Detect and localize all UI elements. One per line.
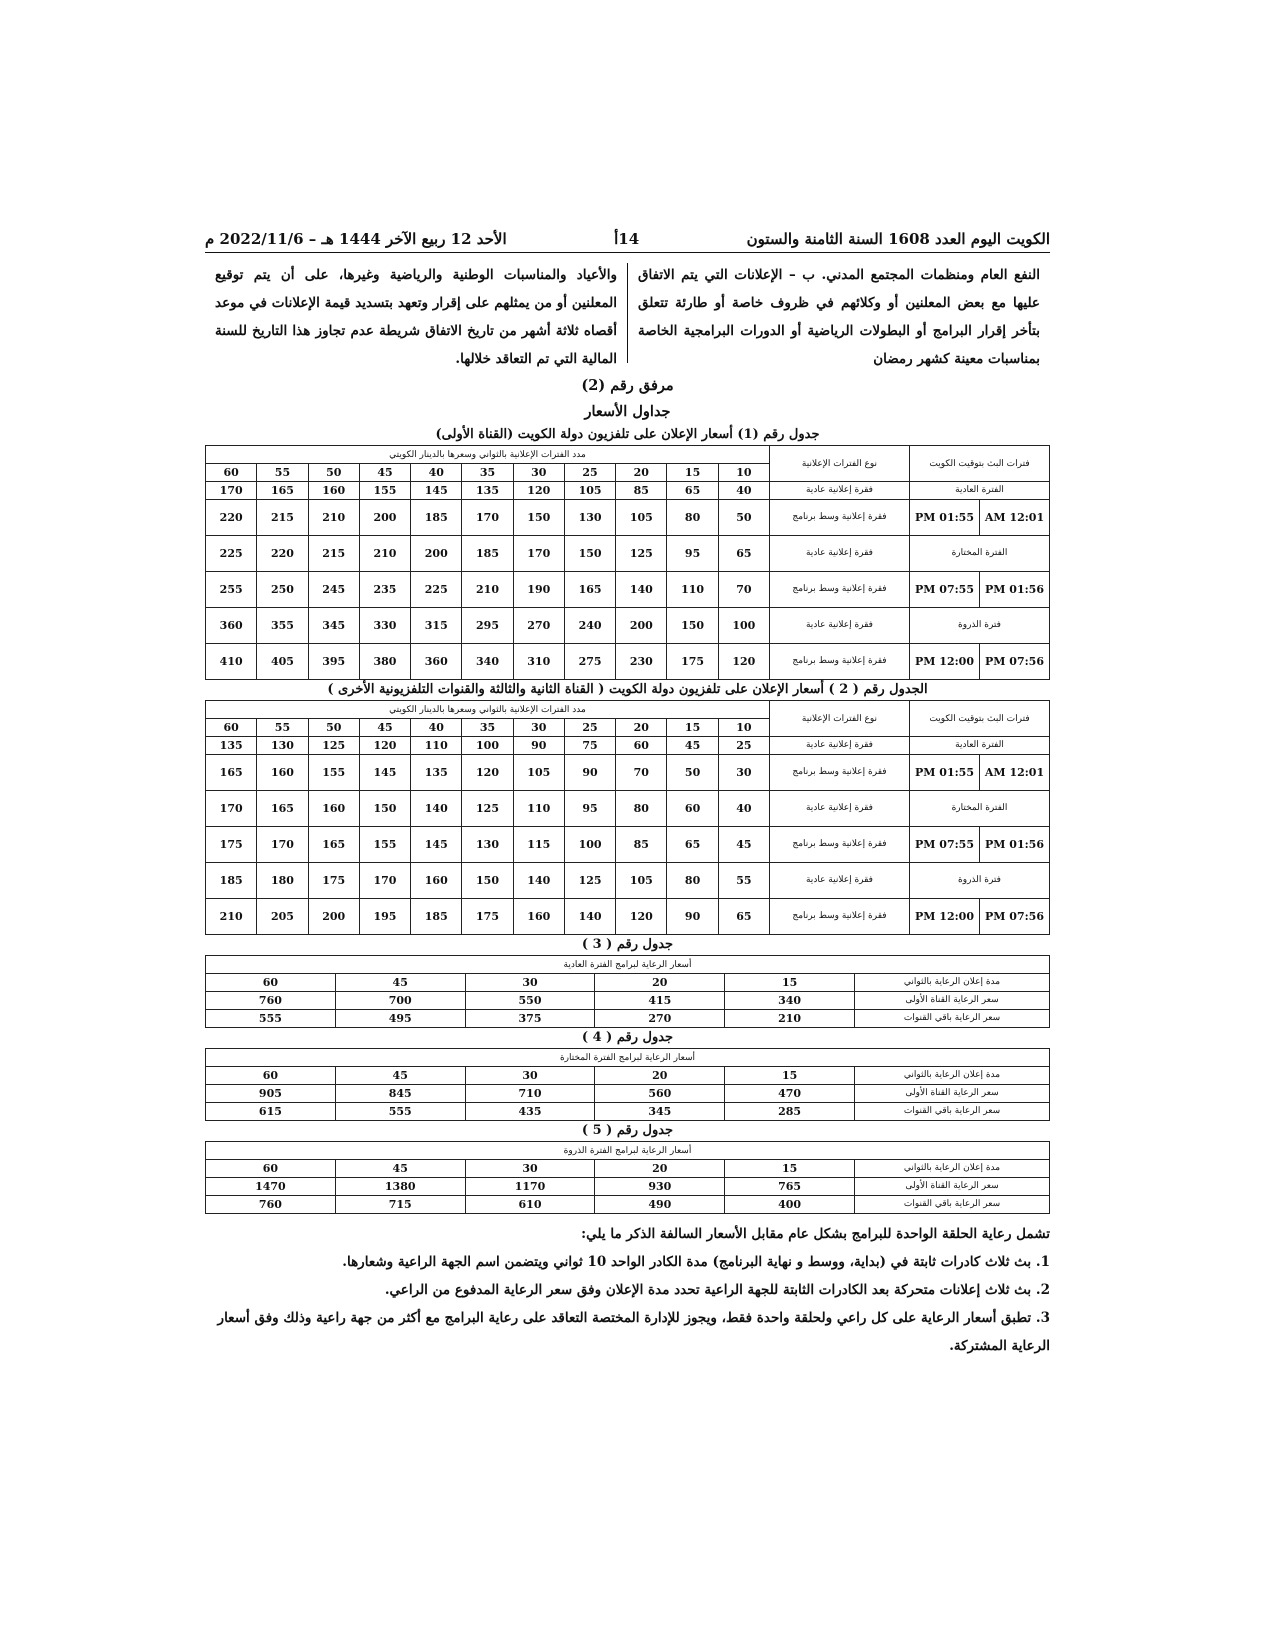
table-header-row	[206, 446, 1050, 464]
ad-type: فقرة إعلانية عادية	[769, 608, 909, 644]
price-cell: 120	[359, 737, 410, 755]
table-row	[206, 482, 1050, 500]
price-cell: 80	[667, 500, 718, 536]
price-cell: 50	[667, 755, 718, 791]
table-row	[206, 899, 1050, 935]
price-cell: 105	[513, 755, 564, 791]
duration-cell: 25	[564, 719, 615, 737]
price-cell: 110	[411, 737, 462, 755]
price-cell: 205	[257, 899, 308, 935]
price-cell: 100	[564, 827, 615, 863]
price-cell: 100	[462, 737, 513, 755]
price-cell: 200	[616, 608, 667, 644]
value-cell: 710	[465, 1085, 595, 1103]
price-cell: 90	[667, 899, 718, 935]
price-cell: 150	[462, 863, 513, 899]
price-cell: 140	[513, 863, 564, 899]
period-label: فترة الذروة	[909, 863, 1049, 899]
price-cell: 405	[257, 644, 308, 680]
table-subtitle: أسعار الرعاية لبرامج الفترة المختارة	[206, 1049, 1050, 1067]
table-row	[206, 755, 1050, 791]
price-cell: 380	[359, 644, 410, 680]
table4	[205, 1048, 1050, 1121]
header-issue: الكويت اليوم العدد 1608 السنة الثامنة والستون	[746, 230, 1050, 248]
durations-header: مدد الفترات الإعلانية بالثواني وسعرها بالدينار الكويتي	[206, 446, 770, 464]
price-cell: 240	[564, 608, 615, 644]
value-cell: 700	[335, 992, 465, 1010]
price-cell: 315	[411, 608, 462, 644]
price-cell: 150	[564, 536, 615, 572]
value-cell: 715	[335, 1196, 465, 1214]
table-row	[206, 1178, 1050, 1196]
price-cell: 395	[308, 644, 359, 680]
table3	[205, 955, 1050, 1028]
prices-title: جداول الأسعار	[584, 403, 671, 420]
price-cell: 85	[616, 827, 667, 863]
price-cell: 215	[308, 536, 359, 572]
row-label: سعر الرعاية القناة الأولى	[855, 1085, 1050, 1103]
value-cell: 340	[725, 992, 855, 1010]
duration-cell: 45	[359, 719, 410, 737]
value-cell: 375	[465, 1010, 595, 1028]
price-cell: 170	[206, 482, 257, 500]
value-cell: 560	[595, 1085, 725, 1103]
price-cell: 165	[564, 572, 615, 608]
price-cell: 170	[206, 791, 257, 827]
price-cell: 105	[616, 500, 667, 536]
price-cell: 155	[308, 755, 359, 791]
price-cell: 170	[513, 536, 564, 572]
duration-cell: 25	[564, 464, 615, 482]
price-cell: 185	[206, 863, 257, 899]
value-cell: 495	[335, 1010, 465, 1028]
value-cell: 210	[725, 1010, 855, 1028]
row-label: سعر الرعاية باقي القنوات	[855, 1010, 1050, 1028]
price-cell: 360	[411, 644, 462, 680]
table5-title: جدول رقم ( 5 )	[581, 1123, 674, 1138]
price-cell: 125	[308, 737, 359, 755]
value-cell: 60	[206, 1160, 336, 1178]
header-page-number: 14أ	[614, 230, 640, 248]
price-cell: 155	[359, 827, 410, 863]
price-cell: 180	[257, 863, 308, 899]
duration-cell: 50	[308, 719, 359, 737]
table2-title: الجدول رقم ( 2 ) أسعار الإعلان على تلفزيون دولة الكويت ( القناة الثانية والثالثة والقنوات التلفزيونية الأخرى )	[327, 682, 928, 697]
price-cell: 270	[513, 608, 564, 644]
period-label: الفترة العادية	[909, 482, 1049, 500]
period-label: فترة الذروة	[909, 608, 1049, 644]
row-label: سعر الرعاية باقي القنوات	[855, 1196, 1050, 1214]
intro-right-column: النفع العام ومنظمات المجتمع المدني. ب – الإعلانات التي يتم الاتفاق عليها مع بعض المعلنين أو وكلائهم في ظروف خاصة أو طارئة تتعلق بتأخر إقرار البرامج أو البطولات الرياضية أو الدورات البرامجية الخاصة بمناسبات معينة كشهر رمضان	[638, 267, 1040, 367]
price-cell: 140	[564, 899, 615, 935]
ad-type: فقرة إعلانية وسط برنامج	[769, 644, 909, 680]
value-cell: 45	[335, 974, 465, 992]
ad-type: فقرة إعلانية وسط برنامج	[769, 500, 909, 536]
table-row	[206, 1196, 1050, 1214]
price-cell: 165	[257, 482, 308, 500]
value-cell: 1170	[465, 1178, 595, 1196]
price-cell: 120	[718, 644, 769, 680]
table5	[205, 1141, 1050, 1214]
ad-type: فقرة إعلانية وسط برنامج	[769, 899, 909, 935]
duration-cell: 10	[718, 464, 769, 482]
duration-cell: 60	[206, 464, 257, 482]
price-cell: 125	[564, 863, 615, 899]
type-header: نوع الفترات الإعلانية	[769, 446, 909, 482]
period-end: PM 07:55	[909, 827, 979, 863]
price-cell: 65	[667, 827, 718, 863]
table-row	[206, 1067, 1050, 1085]
value-cell: 345	[595, 1103, 725, 1121]
price-cell: 175	[462, 899, 513, 935]
price-cell: 30	[718, 755, 769, 791]
value-cell: 20	[595, 1067, 725, 1085]
price-cell: 135	[462, 482, 513, 500]
price-cell: 345	[308, 608, 359, 644]
price-cell: 130	[564, 500, 615, 536]
value-cell: 400	[725, 1196, 855, 1214]
price-cell: 140	[411, 791, 462, 827]
price-cell: 220	[257, 536, 308, 572]
durations-header: مدد الفترات الإعلانية بالثواني وسعرها بالدينار الكويتي	[206, 701, 770, 719]
price-cell: 170	[462, 500, 513, 536]
duration-cell: 40	[411, 464, 462, 482]
price-cell: 275	[564, 644, 615, 680]
value-cell: 550	[465, 992, 595, 1010]
period-start: PM 07:56	[980, 644, 1050, 680]
price-cell: 90	[564, 755, 615, 791]
value-cell: 20	[595, 1160, 725, 1178]
price-cell: 220	[206, 500, 257, 536]
price-cell: 175	[308, 863, 359, 899]
ad-type: فقرة إعلانية وسط برنامج	[769, 572, 909, 608]
table3-title: جدول رقم ( 3 )	[581, 937, 674, 952]
note-item: 2. بث ثلاث إعلانات متحركة بعد الكادرات الثابتة للجهة الراعية تحدد مدة الإعلان وفق سعر الرعاية المدفوع من الراعي.	[384, 1282, 1050, 1298]
table1	[205, 445, 1050, 680]
price-cell: 215	[257, 500, 308, 536]
price-cell: 230	[616, 644, 667, 680]
price-cell: 200	[308, 899, 359, 935]
value-cell: 555	[335, 1103, 465, 1121]
price-cell: 145	[411, 827, 462, 863]
price-cell: 120	[513, 482, 564, 500]
period-end: PM 01:55	[909, 755, 979, 791]
price-cell: 110	[513, 791, 564, 827]
price-cell: 235	[359, 572, 410, 608]
price-cell: 190	[513, 572, 564, 608]
period-start: PM 01:56	[980, 827, 1050, 863]
value-cell: 615	[206, 1103, 336, 1121]
duration-cell: 55	[257, 719, 308, 737]
header-date: الأحد 12 ربيع الآخر 1444 هـ – 2022/11/6 م	[205, 230, 507, 248]
price-cell: 95	[564, 791, 615, 827]
period-end: PM 12:00	[909, 644, 979, 680]
period-start: 12:01 AM	[980, 755, 1050, 791]
price-cell: 170	[359, 863, 410, 899]
value-cell: 30	[465, 1160, 595, 1178]
note-item: 1. بث ثلاث كادرات ثابتة في (بداية، ووسط و نهاية البرنامج) مدة الكادر الواحد 10 ثواني ويتضمن اسم الجهة الراعية وشعارها.	[342, 1254, 1050, 1270]
price-cell: 185	[411, 899, 462, 935]
periods-header: فترات البث بتوقيت الكويت	[909, 701, 1049, 737]
price-cell: 160	[411, 863, 462, 899]
price-cell: 200	[411, 536, 462, 572]
notes-intro: تشمل رعاية الحلقة الواحدة للبرامج بشكل عام مقابل الأسعار السالفة الذكر ما يلي:	[581, 1226, 1050, 1242]
type-header: نوع الفترات الإعلانية	[769, 701, 909, 737]
price-cell: 185	[411, 500, 462, 536]
price-cell: 100	[718, 608, 769, 644]
price-cell: 120	[462, 755, 513, 791]
price-cell: 250	[257, 572, 308, 608]
table-row	[206, 1160, 1050, 1178]
sponsorship-notes	[205, 1220, 1050, 1360]
period-label: الفترة المختارة	[909, 791, 1049, 827]
price-cell: 135	[206, 737, 257, 755]
price-cell: 410	[206, 644, 257, 680]
price-cell: 125	[616, 536, 667, 572]
price-cell: 145	[411, 482, 462, 500]
row-label: مدة إعلان الرعاية بالثواني	[855, 1067, 1050, 1085]
duration-cell: 10	[718, 719, 769, 737]
value-cell: 45	[335, 1160, 465, 1178]
table-subtitle: أسعار الرعاية لبرامج الفترة العادية	[206, 956, 1050, 974]
value-cell: 45	[335, 1067, 465, 1085]
price-cell: 60	[616, 737, 667, 755]
price-cell: 225	[411, 572, 462, 608]
intro-left-column: والأعياد والمناسبات الوطنية والرياضية وغيرها، على أن يتم توقيع المعلنين أو من يمثلهم على إقرار وتعهد بتسديد قيمة الإعلانات في موعد أقصاه ثلاثة أشهر من تاريخ الاتفاق شريطة عدم تجاوز هذا التاريخ للسنة المالية التي تم التعاقد خلالها.	[215, 267, 617, 367]
value-cell: 760	[206, 1196, 336, 1214]
duration-cell: 45	[359, 464, 410, 482]
price-cell: 210	[206, 899, 257, 935]
value-cell: 1470	[206, 1178, 336, 1196]
price-cell: 165	[206, 755, 257, 791]
value-cell: 20	[595, 974, 725, 992]
price-cell: 40	[718, 791, 769, 827]
price-cell: 145	[359, 755, 410, 791]
price-cell: 255	[206, 572, 257, 608]
price-cell: 175	[667, 644, 718, 680]
price-cell: 160	[308, 482, 359, 500]
price-cell: 90	[513, 737, 564, 755]
value-cell: 60	[206, 974, 336, 992]
price-cell: 210	[359, 536, 410, 572]
price-cell: 110	[667, 572, 718, 608]
value-cell: 930	[595, 1178, 725, 1196]
price-cell: 65	[718, 536, 769, 572]
duration-cell: 30	[513, 464, 564, 482]
price-cell: 80	[667, 863, 718, 899]
table-row	[206, 500, 1050, 536]
table-row	[206, 608, 1050, 644]
periods-header: فترات البث بتوقيت الكويت	[909, 446, 1049, 482]
document-page	[205, 230, 1050, 1360]
duration-cell: 15	[667, 464, 718, 482]
price-cell: 195	[359, 899, 410, 935]
duration-cell: 20	[616, 464, 667, 482]
intro-columns	[205, 261, 1050, 373]
price-cell: 170	[257, 827, 308, 863]
price-cell: 70	[616, 755, 667, 791]
price-cell: 200	[359, 500, 410, 536]
price-cell: 155	[359, 482, 410, 500]
row-label: مدة إعلان الرعاية بالثواني	[855, 974, 1050, 992]
price-cell: 360	[206, 608, 257, 644]
price-cell: 105	[616, 863, 667, 899]
duration-cell: 60	[206, 719, 257, 737]
row-label: سعر الرعاية القناة الأولى	[855, 992, 1050, 1010]
row-label: سعر الرعاية باقي القنوات	[855, 1103, 1050, 1121]
price-cell: 160	[308, 791, 359, 827]
column-divider	[627, 263, 628, 363]
price-cell: 65	[718, 899, 769, 935]
price-cell: 125	[462, 791, 513, 827]
table-row	[206, 1103, 1050, 1121]
price-cell: 165	[257, 791, 308, 827]
price-cell: 105	[564, 482, 615, 500]
duration-cell: 15	[667, 719, 718, 737]
price-cell: 130	[257, 737, 308, 755]
value-cell: 15	[725, 1160, 855, 1178]
price-cell: 85	[616, 482, 667, 500]
value-cell: 30	[465, 974, 595, 992]
table4-title: جدول رقم ( 4 )	[581, 1030, 674, 1045]
ad-type: فقرة إعلانية عادية	[769, 536, 909, 572]
price-cell: 40	[718, 482, 769, 500]
duration-cell: 35	[462, 464, 513, 482]
period-start: 12:01 AM	[980, 500, 1050, 536]
price-cell: 80	[616, 791, 667, 827]
table1-title: جدول رقم (1) أسعار الإعلان على تلفزيون دولة الكويت (القناة الأولى)	[435, 427, 820, 442]
value-cell: 60	[206, 1067, 336, 1085]
duration-cell: 40	[411, 719, 462, 737]
price-cell: 310	[513, 644, 564, 680]
period-end: PM 07:55	[909, 572, 979, 608]
price-cell: 60	[667, 791, 718, 827]
price-cell: 150	[359, 791, 410, 827]
ad-type: فقرة إعلانية عادية	[769, 482, 909, 500]
duration-cell: 55	[257, 464, 308, 482]
table-row	[206, 1085, 1050, 1103]
value-cell: 30	[465, 1067, 595, 1085]
price-cell: 70	[718, 572, 769, 608]
table-row	[206, 974, 1050, 992]
period-start: PM 07:56	[980, 899, 1050, 935]
sponsor-tables	[205, 937, 1050, 1214]
value-cell: 555	[206, 1010, 336, 1028]
value-cell: 905	[206, 1085, 336, 1103]
ad-type: فقرة إعلانية عادية	[769, 863, 909, 899]
row-label: سعر الرعاية القناة الأولى	[855, 1178, 1050, 1196]
attachment-title: مرفق رقم (2)	[581, 377, 674, 394]
price-cell: 45	[718, 827, 769, 863]
price-cell: 295	[462, 608, 513, 644]
table-subtitle: أسعار الرعاية لبرامج الفترة الذروة	[206, 1142, 1050, 1160]
value-cell: 270	[595, 1010, 725, 1028]
price-cell: 160	[513, 899, 564, 935]
price-cell: 130	[462, 827, 513, 863]
ad-type: فقرة إعلانية وسط برنامج	[769, 755, 909, 791]
price-cell: 120	[616, 899, 667, 935]
value-cell: 845	[335, 1085, 465, 1103]
value-cell: 490	[595, 1196, 725, 1214]
period-label: الفترة العادية	[909, 737, 1049, 755]
table-row	[206, 536, 1050, 572]
table-row	[206, 572, 1050, 608]
table-row	[206, 737, 1050, 755]
value-cell: 15	[725, 974, 855, 992]
price-cell: 185	[462, 536, 513, 572]
value-cell: 15	[725, 1067, 855, 1085]
value-cell: 610	[465, 1196, 595, 1214]
ad-type: فقرة إعلانية وسط برنامج	[769, 827, 909, 863]
table-row	[206, 644, 1050, 680]
row-label: مدة إعلان الرعاية بالثواني	[855, 1160, 1050, 1178]
value-cell: 285	[725, 1103, 855, 1121]
price-cell: 210	[308, 500, 359, 536]
price-cell: 50	[718, 500, 769, 536]
table-row	[206, 791, 1050, 827]
note-item: 3. تطبق أسعار الرعاية على كل راعي ولحلقة واحدة فقط، ويجوز للإدارة المختصة التعاقد على رعاية البرامج مع أكثر من جهة راعية وذلك وفق أسعار الرعاية المشتركة.	[217, 1310, 1050, 1354]
price-cell: 55	[718, 863, 769, 899]
price-cell: 45	[667, 737, 718, 755]
price-cell: 160	[257, 755, 308, 791]
value-cell: 760	[206, 992, 336, 1010]
duration-cell: 35	[462, 719, 513, 737]
price-cell: 330	[359, 608, 410, 644]
price-cell: 150	[667, 608, 718, 644]
table2	[205, 700, 1050, 935]
value-cell: 1380	[335, 1178, 465, 1196]
price-cell: 210	[462, 572, 513, 608]
price-cell: 25	[718, 737, 769, 755]
ad-type: فقرة إعلانية عادية	[769, 791, 909, 827]
price-cell: 355	[257, 608, 308, 644]
period-start: PM 01:56	[980, 572, 1050, 608]
ad-type: فقرة إعلانية عادية	[769, 737, 909, 755]
duration-cell: 30	[513, 719, 564, 737]
price-cell: 225	[206, 536, 257, 572]
price-cell: 135	[411, 755, 462, 791]
table-row	[206, 827, 1050, 863]
price-cell: 115	[513, 827, 564, 863]
table-row	[206, 992, 1050, 1010]
table-row	[206, 1010, 1050, 1028]
duration-cell: 50	[308, 464, 359, 482]
price-cell: 150	[513, 500, 564, 536]
value-cell: 435	[465, 1103, 595, 1121]
period-end: PM 12:00	[909, 899, 979, 935]
price-cell: 95	[667, 536, 718, 572]
table-row	[206, 863, 1050, 899]
price-cell: 175	[206, 827, 257, 863]
page-header	[205, 230, 1050, 253]
value-cell: 415	[595, 992, 725, 1010]
duration-cell: 20	[616, 719, 667, 737]
table-header-row	[206, 701, 1050, 719]
price-cell: 140	[616, 572, 667, 608]
price-cell: 340	[462, 644, 513, 680]
value-cell: 470	[725, 1085, 855, 1103]
price-cell: 245	[308, 572, 359, 608]
period-end: PM 01:55	[909, 500, 979, 536]
price-cell: 75	[564, 737, 615, 755]
price-cell: 165	[308, 827, 359, 863]
price-cell: 65	[667, 482, 718, 500]
value-cell: 765	[725, 1178, 855, 1196]
period-label: الفترة المختارة	[909, 536, 1049, 572]
